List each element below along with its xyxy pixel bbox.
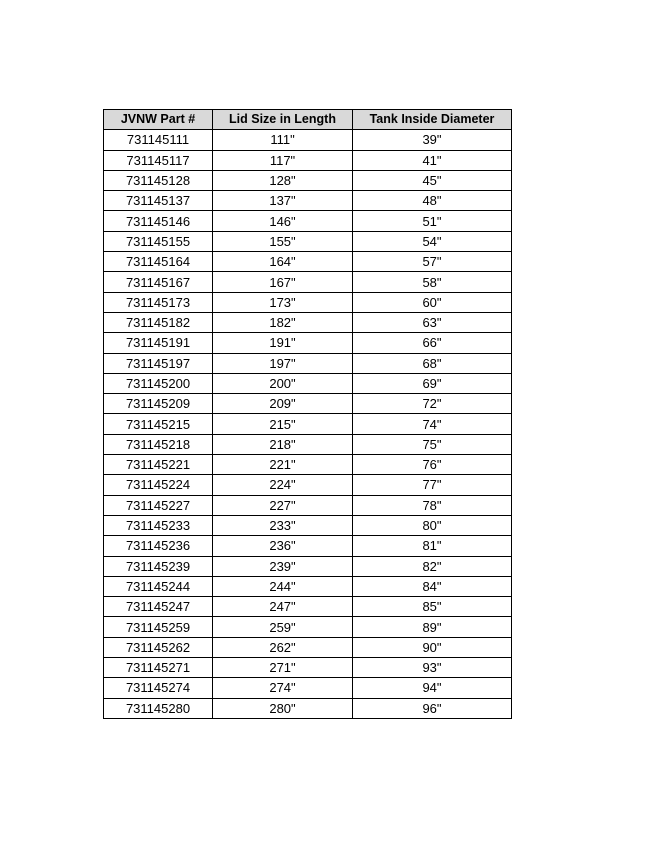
cell-tank-diameter: 69" (353, 373, 512, 393)
cell-part-number: 731145215 (104, 414, 213, 434)
cell-lid-size: 247" (213, 597, 353, 617)
cell-tank-diameter: 39" (353, 130, 512, 150)
cell-part-number: 731145137 (104, 191, 213, 211)
cell-lid-size: 111" (213, 130, 353, 150)
cell-lid-size: 280" (213, 698, 353, 718)
table-row (104, 597, 512, 617)
cell-tank-diameter: 60" (353, 292, 512, 312)
cell-tank-diameter: 72" (353, 394, 512, 414)
cell-tank-diameter: 84" (353, 576, 512, 596)
cell-tank-diameter: 58" (353, 272, 512, 292)
cell-tank-diameter: 93" (353, 658, 512, 678)
table-row (104, 698, 512, 718)
table-row (104, 495, 512, 515)
cell-lid-size: 215" (213, 414, 353, 434)
cell-tank-diameter: 82" (353, 556, 512, 576)
table-row (104, 455, 512, 475)
cell-part-number: 731145271 (104, 658, 213, 678)
cell-tank-diameter: 96" (353, 698, 512, 718)
cell-lid-size: 197" (213, 353, 353, 373)
cell-lid-size: 233" (213, 515, 353, 535)
cell-lid-size: 224" (213, 475, 353, 495)
cell-lid-size: 173" (213, 292, 353, 312)
table-row (104, 150, 512, 170)
cell-part-number: 731145280 (104, 698, 213, 718)
table-row (104, 211, 512, 231)
cell-tank-diameter: 90" (353, 637, 512, 657)
cell-part-number: 731145111 (104, 130, 213, 150)
table-row (104, 252, 512, 272)
cell-part-number: 731145218 (104, 434, 213, 454)
cell-part-number: 731145197 (104, 353, 213, 373)
cell-part-number: 731145191 (104, 333, 213, 353)
cell-tank-diameter: 68" (353, 353, 512, 373)
cell-lid-size: 227" (213, 495, 353, 515)
table-row (104, 312, 512, 332)
table-row (104, 394, 512, 414)
cell-part-number: 731145221 (104, 455, 213, 475)
table-row (104, 434, 512, 454)
cell-lid-size: 128" (213, 170, 353, 190)
table-row (104, 170, 512, 190)
header-tank-diameter: Tank Inside Diameter (353, 110, 512, 130)
cell-tank-diameter: 57" (353, 252, 512, 272)
cell-part-number: 731145259 (104, 617, 213, 637)
cell-lid-size: 146" (213, 211, 353, 231)
cell-lid-size: 262" (213, 637, 353, 657)
cell-lid-size: 155" (213, 231, 353, 251)
cell-tank-diameter: 94" (353, 678, 512, 698)
cell-part-number: 731145224 (104, 475, 213, 495)
header-part-number: JVNW Part # (104, 110, 213, 130)
cell-tank-diameter: 74" (353, 414, 512, 434)
cell-part-number: 731145117 (104, 150, 213, 170)
cell-tank-diameter: 41" (353, 150, 512, 170)
cell-tank-diameter: 66" (353, 333, 512, 353)
cell-part-number: 731145173 (104, 292, 213, 312)
cell-lid-size: 244" (213, 576, 353, 596)
cell-tank-diameter: 76" (353, 455, 512, 475)
table-row (104, 292, 512, 312)
cell-part-number: 731145167 (104, 272, 213, 292)
table-header-row (104, 110, 512, 130)
cell-lid-size: 200" (213, 373, 353, 393)
parts-table (103, 109, 512, 719)
cell-lid-size: 164" (213, 252, 353, 272)
table-row (104, 414, 512, 434)
cell-lid-size: 209" (213, 394, 353, 414)
cell-part-number: 731145239 (104, 556, 213, 576)
cell-part-number: 731145200 (104, 373, 213, 393)
cell-tank-diameter: 78" (353, 495, 512, 515)
table-row (104, 576, 512, 596)
table-row (104, 231, 512, 251)
cell-part-number: 731145233 (104, 515, 213, 535)
table-row (104, 130, 512, 150)
cell-tank-diameter: 85" (353, 597, 512, 617)
cell-part-number: 731145182 (104, 312, 213, 332)
cell-lid-size: 274" (213, 678, 353, 698)
cell-lid-size: 271" (213, 658, 353, 678)
cell-lid-size: 117" (213, 150, 353, 170)
cell-lid-size: 236" (213, 536, 353, 556)
table-row (104, 515, 512, 535)
table-row (104, 617, 512, 637)
cell-lid-size: 182" (213, 312, 353, 332)
table-row (104, 556, 512, 576)
cell-tank-diameter: 75" (353, 434, 512, 454)
cell-part-number: 731145236 (104, 536, 213, 556)
cell-lid-size: 221" (213, 455, 353, 475)
cell-part-number: 731145155 (104, 231, 213, 251)
cell-lid-size: 218" (213, 434, 353, 454)
cell-part-number: 731145247 (104, 597, 213, 617)
table-row (104, 191, 512, 211)
cell-tank-diameter: 89" (353, 617, 512, 637)
cell-part-number: 731145244 (104, 576, 213, 596)
cell-part-number: 731145209 (104, 394, 213, 414)
cell-tank-diameter: 54" (353, 231, 512, 251)
cell-part-number: 731145262 (104, 637, 213, 657)
cell-tank-diameter: 48" (353, 191, 512, 211)
cell-lid-size: 167" (213, 272, 353, 292)
cell-tank-diameter: 80" (353, 515, 512, 535)
header-lid-size: Lid Size in Length (213, 110, 353, 130)
table-row (104, 373, 512, 393)
cell-part-number: 731145227 (104, 495, 213, 515)
table-row (104, 475, 512, 495)
cell-tank-diameter: 81" (353, 536, 512, 556)
cell-part-number: 731145274 (104, 678, 213, 698)
table-row (104, 658, 512, 678)
table-row (104, 333, 512, 353)
cell-lid-size: 191" (213, 333, 353, 353)
cell-part-number: 731145128 (104, 170, 213, 190)
table-row (104, 678, 512, 698)
cell-tank-diameter: 77" (353, 475, 512, 495)
table-body (104, 130, 512, 719)
cell-part-number: 731145146 (104, 211, 213, 231)
cell-lid-size: 137" (213, 191, 353, 211)
table-row (104, 272, 512, 292)
cell-lid-size: 259" (213, 617, 353, 637)
cell-tank-diameter: 51" (353, 211, 512, 231)
cell-part-number: 731145164 (104, 252, 213, 272)
table-row (104, 353, 512, 373)
table-row (104, 536, 512, 556)
cell-tank-diameter: 63" (353, 312, 512, 332)
parts-table-container (103, 109, 512, 719)
cell-tank-diameter: 45" (353, 170, 512, 190)
cell-lid-size: 239" (213, 556, 353, 576)
table-row (104, 637, 512, 657)
